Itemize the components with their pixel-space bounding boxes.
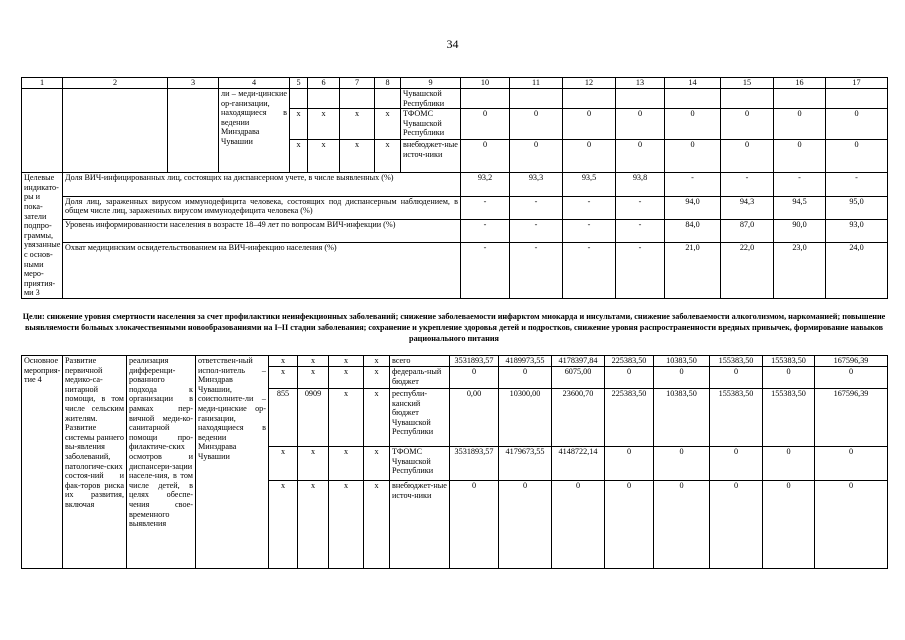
page-number: 34: [446, 37, 459, 51]
indicator-value: -: [616, 219, 665, 242]
table-cell: 0: [510, 140, 563, 173]
indicator-value: 94,5: [774, 196, 826, 219]
indicator-value: -: [461, 219, 510, 242]
measure-executor: ответствен-ный испол-нитель – Минздрав Чувашии, соисполните-ли – меди-цинские ор-ганизации, находящиеся в ведении Минздрава Чувашии: [196, 356, 269, 569]
table-cell: 3531893,57: [450, 447, 499, 481]
header-cell: 6: [308, 78, 340, 89]
table-cell: 0: [563, 140, 616, 173]
table-cell: x: [329, 481, 364, 569]
measure-description: Развитие первичной медико-са-нитарной помощи, в том числе сельским жителям. Развитие системы раннего вы-явления заболеваний, патологиче-ских состоя-ний и фак-торов риска их развития, включая: [63, 356, 127, 569]
indicator-value: 93,0: [826, 219, 888, 242]
indicator-value: 95,0: [826, 196, 888, 219]
table-cell: x: [340, 109, 375, 140]
table-cell: x: [269, 447, 298, 481]
table-cell: 4179673,55: [499, 447, 552, 481]
indicator-value: -: [461, 243, 510, 299]
indicator-value: 93,3: [510, 173, 563, 196]
table-row: [22, 89, 888, 109]
source-cell: республи-канский бюджет Чувашской Республики: [390, 389, 450, 447]
table-cell: 4189973,55: [499, 356, 552, 367]
table-cell: 0: [510, 109, 563, 140]
org-cell: ли – меди-цинские ор-ганизации, находящиеся в ведении Минздрава Чувашии: [219, 89, 290, 173]
table-cell: 6075,00: [552, 367, 605, 389]
source-cell: внебюджет-ные источ-ники: [390, 481, 450, 569]
indicator-text: Доля лиц, зараженных вирусом иммунодефицита человека, состоящих под диспансерным наблюдением, в общем числе лиц, зараженных вирусом иммунодефицита человека (%): [63, 196, 461, 219]
header-cell: 1: [22, 78, 63, 89]
header-cell: 17: [826, 78, 888, 89]
table-cell: 0: [563, 109, 616, 140]
header-cell: 8: [375, 78, 401, 89]
measure-implementation: реализация дифференци-рованного подхода к организации в рамках пер-вичной меди-ко-санитарной помощи про-филактиче-ских осмотров и диспансери-зации населе-ния, в том числе детей, в целях обеспе-чения свое-временного выявления: [127, 356, 196, 569]
header-cell: 14: [665, 78, 721, 89]
table-cell: 0: [815, 447, 888, 481]
source-cell: внебюджет-ные источ-ники: [401, 140, 461, 173]
table-cell: 10383,50: [654, 356, 710, 367]
indicator-value: -: [616, 243, 665, 299]
table-cell: 0: [605, 447, 654, 481]
indicator-row: [22, 173, 888, 196]
indicator-value: 94,0: [665, 196, 721, 219]
table-cell: 0: [665, 109, 721, 140]
table-cell: 0: [654, 447, 710, 481]
indicator-value: 93,2: [461, 173, 510, 196]
indicator-value: 93,8: [616, 173, 665, 196]
table-cell: 0: [721, 140, 774, 173]
table-cell: x: [329, 389, 364, 447]
table-cell: 4148722,14: [552, 447, 605, 481]
table-cell: x: [308, 140, 340, 173]
header-cell: 7: [340, 78, 375, 89]
table-cell: 0: [461, 140, 510, 173]
table-cell: x: [298, 447, 329, 481]
table-cell: x: [364, 447, 390, 481]
header-cell: 13: [616, 78, 665, 89]
table-cell: 0: [616, 109, 665, 140]
table-cell: 0: [710, 481, 763, 569]
table-cell: 0: [450, 481, 499, 569]
table-cell: 167596,39: [815, 356, 888, 367]
table-cell: 855: [269, 389, 298, 447]
table-cell: 155383,50: [763, 389, 815, 447]
header-cell: 15: [721, 78, 774, 89]
table-cell: 0: [710, 447, 763, 481]
table-cell: x: [364, 481, 390, 569]
indicator-value: 24,0: [826, 243, 888, 299]
table-cell: 10300,00: [499, 389, 552, 447]
indicator-value: -: [510, 219, 563, 242]
header-cell: 3: [168, 78, 219, 89]
table-cell: 0909: [298, 389, 329, 447]
table-cell: 0: [461, 109, 510, 140]
indicator-value: 87,0: [721, 219, 774, 242]
header-cell: 4: [219, 78, 290, 89]
table-cell: 10383,50: [654, 389, 710, 447]
indicator-value: 93,5: [563, 173, 616, 196]
table-cell: 0: [665, 140, 721, 173]
table-cell: 0: [815, 367, 888, 389]
measure-name: Основное мероприя-тие 4: [22, 356, 63, 569]
table-cell: 0: [654, 481, 710, 569]
indicator-value: -: [510, 243, 563, 299]
header-cell: 10: [461, 78, 510, 89]
table-cell: x: [269, 367, 298, 389]
source-cell: ТФОМС Чувашской Республики: [401, 109, 461, 140]
header-cell: 9: [401, 78, 461, 89]
table-cell: 0: [763, 447, 815, 481]
table-cell: 4178397,84: [552, 356, 605, 367]
header-cell: 2: [63, 78, 168, 89]
table-cell: x: [340, 140, 375, 173]
table-cell: 0: [499, 367, 552, 389]
table-cell: 0: [774, 109, 826, 140]
table-cell: 225383,50: [605, 356, 654, 367]
indicator-value: 94,3: [721, 196, 774, 219]
table-cell: 0: [815, 481, 888, 569]
indicator-value: -: [665, 173, 721, 196]
table-cell: x: [329, 367, 364, 389]
table-cell: x: [269, 356, 298, 367]
source-cell: всего: [390, 356, 450, 367]
table-cell: x: [298, 356, 329, 367]
indicator-value: 23,0: [774, 243, 826, 299]
table-cell: x: [375, 140, 401, 173]
table-cell: 0: [826, 140, 888, 173]
indicator-value: -: [563, 243, 616, 299]
indicators-label: Целевые индикато-ры и пока-затели подпро-граммы, увязанные с основ-ными меро-приятия-ми 3: [22, 173, 63, 299]
table-cell: x: [364, 367, 390, 389]
table-cell: 155383,50: [763, 356, 815, 367]
table-cell: 155383,50: [710, 389, 763, 447]
table-cell: 0: [605, 367, 654, 389]
table-cell: x: [375, 109, 401, 140]
table-row: [22, 356, 888, 367]
table-cell: 0: [721, 109, 774, 140]
table-cell: 0: [763, 481, 815, 569]
table-continuation: [21, 77, 888, 299]
indicator-value: -: [774, 173, 826, 196]
table-cell: x: [329, 447, 364, 481]
source-cell: Чувашской Республики: [401, 89, 461, 109]
table-cell: 3531893,57: [450, 356, 499, 367]
table-cell: x: [364, 356, 390, 367]
table-cell: 0: [654, 367, 710, 389]
table-cell: x: [329, 356, 364, 367]
header-cell: 5: [290, 78, 308, 89]
indicator-value: -: [616, 196, 665, 219]
indicator-value: 84,0: [665, 219, 721, 242]
table-cell: 0: [826, 109, 888, 140]
indicator-value: 90,0: [774, 219, 826, 242]
table-cell: 0: [552, 481, 605, 569]
source-cell: ТФОМС Чувашской Республики: [390, 447, 450, 481]
indicator-value: 21,0: [665, 243, 721, 299]
table-cell: 0: [774, 140, 826, 173]
table-cell: x: [290, 140, 308, 173]
table-cell: x: [298, 367, 329, 389]
table-cell: 0: [616, 140, 665, 173]
table-cell: 0: [499, 481, 552, 569]
indicator-value: -: [563, 219, 616, 242]
indicator-value: -: [721, 173, 774, 196]
indicator-value: -: [563, 196, 616, 219]
indicator-row: [22, 243, 888, 299]
header-row: [22, 78, 888, 89]
indicator-text: Охват медицинским освидетельствованием на ВИЧ-инфекцию населения (%): [63, 243, 461, 299]
source-cell: федераль-ный бюджет: [390, 367, 450, 389]
table-cell: x: [298, 481, 329, 569]
table-cell: 0: [450, 367, 499, 389]
table-cell: 0,00: [450, 389, 499, 447]
table-cell: 167596,39: [815, 389, 888, 447]
goals-heading: Цели: снижение уровня смертности населения за счет профилактики неинфекционных заболеваний; снижение заболеваемости инфарктом миокарда и инсультами, снижение заболеваемости алкоголизмом, наркоманией; повышение выявляемости больных злокачественными новообразованиями на I–II стадии заболевания; сохранение и укрепление здоровья детей и подростков, снижение уровня распространенности вредных привычек, формирование навыков рационального питания: [22, 312, 886, 343]
header-cell: 16: [774, 78, 826, 89]
table-cell: 155383,50: [710, 356, 763, 367]
table-cell: 0: [763, 367, 815, 389]
indicator-value: -: [461, 196, 510, 219]
table-cell: 0: [605, 481, 654, 569]
indicator-text: Уровень информированности населения в возрасте 18–49 лет по вопросам ВИЧ-инфекции (%): [63, 219, 461, 242]
header-cell: 12: [563, 78, 616, 89]
indicator-value: 22,0: [721, 243, 774, 299]
table-cell: x: [364, 389, 390, 447]
table-cell: x: [308, 109, 340, 140]
header-cell: 11: [510, 78, 563, 89]
indicator-text: Доля ВИЧ-инфицированных лиц, состоящих на диспансерном учете, в числе выявленных (%): [63, 173, 461, 196]
indicator-row: [22, 196, 888, 219]
indicator-row: [22, 219, 888, 242]
table-measure-4: [21, 355, 888, 569]
table-cell: 0: [710, 367, 763, 389]
table-cell: 225383,50: [605, 389, 654, 447]
table-cell: x: [290, 109, 308, 140]
table-cell: x: [269, 481, 298, 569]
indicator-value: -: [826, 173, 888, 196]
indicator-value: -: [510, 196, 563, 219]
table-cell: 23600,70: [552, 389, 605, 447]
